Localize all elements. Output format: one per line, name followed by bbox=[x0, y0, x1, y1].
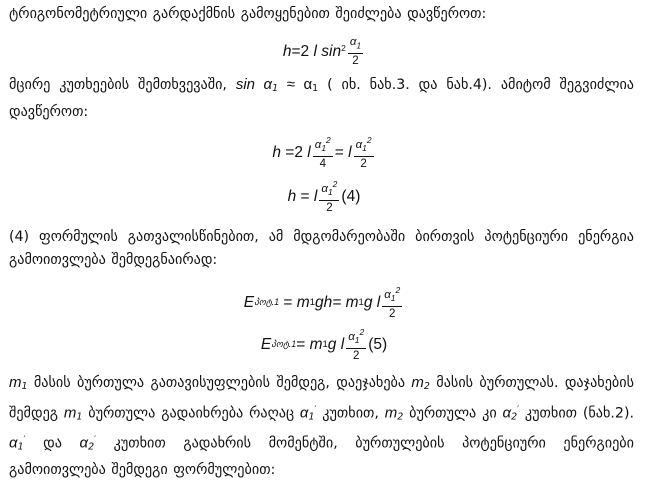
eq2-num2-sup: 2 bbox=[366, 135, 372, 145]
eq5-m: m bbox=[309, 335, 323, 353]
paragraph-2-text-b: ( იხ. ნახ.3. და ნახ.4). ამიტომ შეგვიძლია დავწეროთ: bbox=[9, 77, 634, 120]
eq5-g: g bbox=[327, 335, 337, 353]
eq2-op: =2 bbox=[285, 143, 303, 161]
eq5-num-sup: 2 bbox=[359, 327, 365, 337]
eq4-E-sub: პოტ.1 bbox=[254, 297, 280, 308]
p4-m1: m bbox=[9, 374, 22, 391]
eq1-lhs: h bbox=[282, 43, 292, 61]
eq1-op: =2 bbox=[291, 43, 310, 61]
paragraph-3-text: (4) ფორმულის გათვალისწინებით, ამ მდგომარეობაში ბირთვის პოტენციური ენერგია გამოითვლება შემდეგნაირად: bbox=[9, 229, 634, 268]
eq4-gh: gh= bbox=[315, 293, 346, 311]
p4-a3: α bbox=[9, 434, 18, 452]
p4-m4: m bbox=[384, 404, 398, 422]
eq4-fraction bbox=[382, 284, 402, 321]
paragraph-2 bbox=[9, 74, 634, 123]
eq1-num: α bbox=[349, 36, 357, 48]
p4-m2: m bbox=[411, 374, 424, 391]
eq4-num-sub: 1 bbox=[390, 293, 396, 304]
eq5-op1: = bbox=[296, 335, 310, 353]
p4-t8: კუთხით გადახრის მომენტში, ბურთულების პოტენციური ენერგიები გამოითვლება შემდეგი ფორმულებით: bbox=[9, 435, 634, 478]
p4-a2-sup: ′ bbox=[517, 404, 520, 415]
equation-2 bbox=[0, 134, 648, 171]
eq3-num: α bbox=[321, 182, 328, 195]
eq5-E: E bbox=[260, 335, 272, 353]
p4-m1-sub: 1 bbox=[21, 381, 28, 392]
eq2-num2: α bbox=[355, 138, 363, 151]
eq5-num-sub: 1 bbox=[354, 335, 360, 346]
eq2-l: l bbox=[307, 143, 311, 161]
eq4-num-sup: 2 bbox=[395, 285, 401, 295]
eq4-m1: m bbox=[296, 293, 310, 311]
equation-4 bbox=[0, 284, 648, 321]
p2-sub2: 1 bbox=[312, 83, 319, 94]
p4-a4: α bbox=[79, 434, 89, 452]
eq4-l: l bbox=[376, 293, 381, 311]
eq3-l: l bbox=[313, 187, 318, 205]
eq2-num2-sub: 1 bbox=[362, 143, 367, 154]
p4-m4-sub: 2 bbox=[397, 411, 404, 423]
p4-a4-sub: 2 bbox=[88, 441, 95, 453]
eq2-fraction-2 bbox=[354, 134, 374, 171]
eq2-eq: = bbox=[334, 143, 344, 161]
paragraph-1 bbox=[9, 3, 634, 26]
eq3-fraction bbox=[319, 178, 339, 215]
eq2-den2: 2 bbox=[360, 158, 367, 171]
eq2-num1-sub: 1 bbox=[321, 143, 327, 154]
p4-t7: და bbox=[25, 435, 80, 452]
eq3-label: (4) bbox=[341, 187, 361, 205]
equation-3 bbox=[0, 178, 648, 215]
p4-t2: მასის ბურთულას. დაჯახების შემდეგ bbox=[9, 375, 634, 422]
eq4-g: g bbox=[363, 293, 373, 311]
p4-a2-sub: 2 bbox=[511, 411, 518, 423]
p2-approx: ≈ α bbox=[278, 76, 313, 93]
eq5-l: l bbox=[340, 335, 345, 353]
eq4-m2: m bbox=[345, 293, 359, 311]
p4-a3-sup: ′ bbox=[23, 434, 26, 445]
eq4-den: 2 bbox=[389, 308, 396, 321]
eq2-num1: α bbox=[314, 138, 322, 151]
eq3-num-sup: 2 bbox=[332, 179, 338, 189]
p4-a1-sup: ′ bbox=[314, 404, 317, 415]
p4-a4-sup: ′ bbox=[94, 434, 97, 445]
p4-a1-sub: 1 bbox=[308, 411, 315, 423]
eq1-fraction bbox=[348, 36, 363, 68]
eq2-den1: 4 bbox=[319, 158, 326, 171]
eq3-den: 2 bbox=[326, 202, 333, 215]
eq4-m2-sub: 1 bbox=[358, 297, 364, 309]
p4-m3: m bbox=[63, 404, 77, 422]
eq3-op: = bbox=[296, 187, 314, 205]
eq5-num: α bbox=[348, 330, 355, 343]
p2-sub1: 1 bbox=[272, 83, 279, 94]
equation-5 bbox=[0, 326, 648, 363]
eq1-den: 2 bbox=[352, 55, 359, 68]
eq5-den: 2 bbox=[353, 350, 360, 363]
p2-math-sin: sin α bbox=[235, 76, 273, 93]
eq4-num: α bbox=[384, 288, 391, 301]
p4-m3-sub: 1 bbox=[76, 411, 83, 423]
eq1-num-sub: 1 bbox=[356, 40, 362, 51]
eq5-label: (5) bbox=[368, 335, 388, 353]
eq5-E-sub: პოტ.1 bbox=[271, 339, 297, 350]
eq4-m1-sub: 1 bbox=[309, 297, 316, 309]
paragraph-2-text-a: მცირე კუთხეების შემთხვევაში, bbox=[9, 77, 236, 93]
p4-m2-sub: 2 bbox=[423, 381, 430, 392]
eq1-sin: sin bbox=[321, 43, 342, 61]
paragraph-3 bbox=[9, 226, 634, 271]
eq3-lhs: h bbox=[287, 187, 297, 205]
p4-t1: მასის ბურთულა გათავისუფლების შემდეგ, დაეჯახება bbox=[27, 375, 412, 391]
eq3-num-sub: 1 bbox=[327, 187, 333, 198]
p4-t6: კუთხით (ნახ.2). bbox=[519, 405, 635, 422]
eq5-fraction bbox=[346, 326, 366, 363]
p4-t4: კუთხით, bbox=[316, 405, 385, 422]
eq2-l2: l bbox=[348, 143, 352, 161]
p4-a1: α bbox=[299, 404, 309, 422]
equation-1 bbox=[0, 36, 648, 68]
eq2-lhs: h bbox=[272, 143, 281, 161]
paragraph-4 bbox=[9, 372, 634, 481]
eq1-l: l bbox=[313, 43, 317, 61]
eq2-fraction-1 bbox=[313, 134, 333, 171]
p4-t3: ბურთულა გადაიხრება რაღაც bbox=[82, 405, 300, 422]
p4-a3-sub: 1 bbox=[17, 441, 24, 453]
eq4-op1: = bbox=[279, 293, 297, 311]
eq4-E: E bbox=[243, 293, 255, 311]
eq2-num1-sup: 2 bbox=[326, 135, 331, 145]
p4-a2: α bbox=[502, 404, 512, 422]
eq1-sup: 2 bbox=[341, 43, 346, 54]
paragraph-1-text: ტრიგონომეტრიული გარდაქმნის გამოყენებით შეიძლება დავწეროთ: bbox=[9, 6, 487, 22]
p4-t5: ბურთულა კი bbox=[403, 405, 503, 422]
eq5-m-sub: 1 bbox=[322, 339, 328, 351]
